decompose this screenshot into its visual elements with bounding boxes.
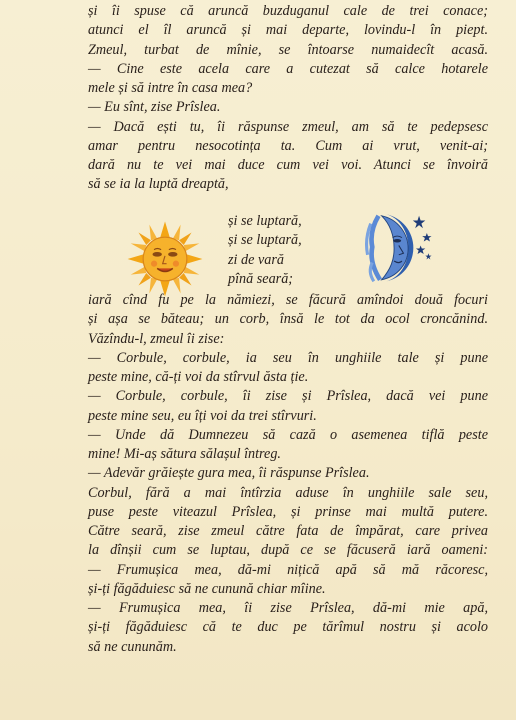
text-line: și-ți făgăduiesc să ne cunună chiar mîine. [88, 580, 326, 597]
verse-line: zi de vară [228, 251, 284, 268]
text-line: și așa se băteau; un corb, însă le tot da ocol croncănind. [88, 311, 488, 328]
text-line: Văzîndu-l, zmeul îi zise: [88, 330, 225, 347]
text-line: Corbul, fără a mai întîrzia aduse în unghiile sale seu, [88, 484, 488, 501]
text-line: peste mine, că-ți voi da stîrvul ăsta ție. [88, 369, 309, 385]
star-icon [413, 216, 432, 260]
text-line: — Eu sînt, zise Prîslea. [88, 99, 221, 116]
text-line: să ne cununăm. [88, 638, 177, 655]
text-line: puse peste viteazul Prîslea, și prinse mai multă putere. [88, 503, 488, 520]
sun-illustration [126, 220, 204, 298]
text-line: Către seară, zise zmeul către fata de împărat, care privea [88, 523, 488, 539]
text-line: și îi spuse că aruncă buzduganul cale de trei conace; [88, 3, 488, 19]
moon-rays-icon [367, 216, 381, 282]
verse-lines [228, 212, 358, 289]
text-line: — Dacă ești tu, îi răspunse zmeul, am să te pedepsesc [88, 118, 488, 135]
verse-line: pînă seară; [228, 270, 294, 287]
text-block-top [88, 2, 488, 195]
text-line: Zmeul, turbat de mînie, se întoarse numaidecît acasă. [88, 41, 488, 58]
text-line: iară cînd fu pe la nămiezi, se făcură amîndoi două focuri [88, 292, 488, 308]
text-line: peste mine seu, eu îți voi da trei stîrvuri. [88, 407, 317, 424]
text-line: la dînșii cum se luptau, după ce se făcuseră iară oameni: [88, 542, 488, 559]
text-line: mele și să intre în casa mea? [88, 80, 253, 96]
sun-face-icon [143, 237, 187, 281]
text-line: și-ți făgăduiesc că te duc pe tărîmul nostru și acolo [88, 619, 488, 636]
text-line: să se ia la luptă dreaptă, [88, 176, 229, 193]
text-line: mine! Mi-aș sătura sălașul întreg. [88, 446, 281, 462]
text-line: amar pentru nesocotința ta. Cum ai vrut, venit-ai; [88, 137, 488, 154]
text-block-bottom [88, 291, 488, 657]
text-line: — Corbule, corbule, îi zise și Prîslea, dacă vei pune [88, 388, 488, 405]
text-line: — Adevăr grăiește gura mea, îi răspunse Prîslea. [88, 465, 370, 482]
text-line: — Cine este acela care a cutezat să calce hotarele [88, 60, 488, 77]
text-line: dară nu te vei mai duce cum vei voi. Atunci se învoiră [88, 157, 488, 173]
text-line: atunci el îl aruncă și mai departe, lovindu-l în piept. [88, 22, 488, 39]
text-line: — Corbule, corbule, ia seu în unghiile tale și pune [88, 349, 488, 366]
text-line: — Frumușica mea, dă-mi nițică apă să mă răcoresc, [88, 561, 488, 578]
text-line: — Frumușica mea, îi zise Prîslea, dă-mi mie apă, [88, 600, 488, 616]
text-line: — Unde dă Dumnezeu să cază o asemenea tiflă peste [88, 426, 488, 443]
moon-illustration [362, 208, 434, 286]
verse-line: și se luptară, [228, 213, 302, 229]
verse-line: și se luptară, [228, 232, 302, 249]
